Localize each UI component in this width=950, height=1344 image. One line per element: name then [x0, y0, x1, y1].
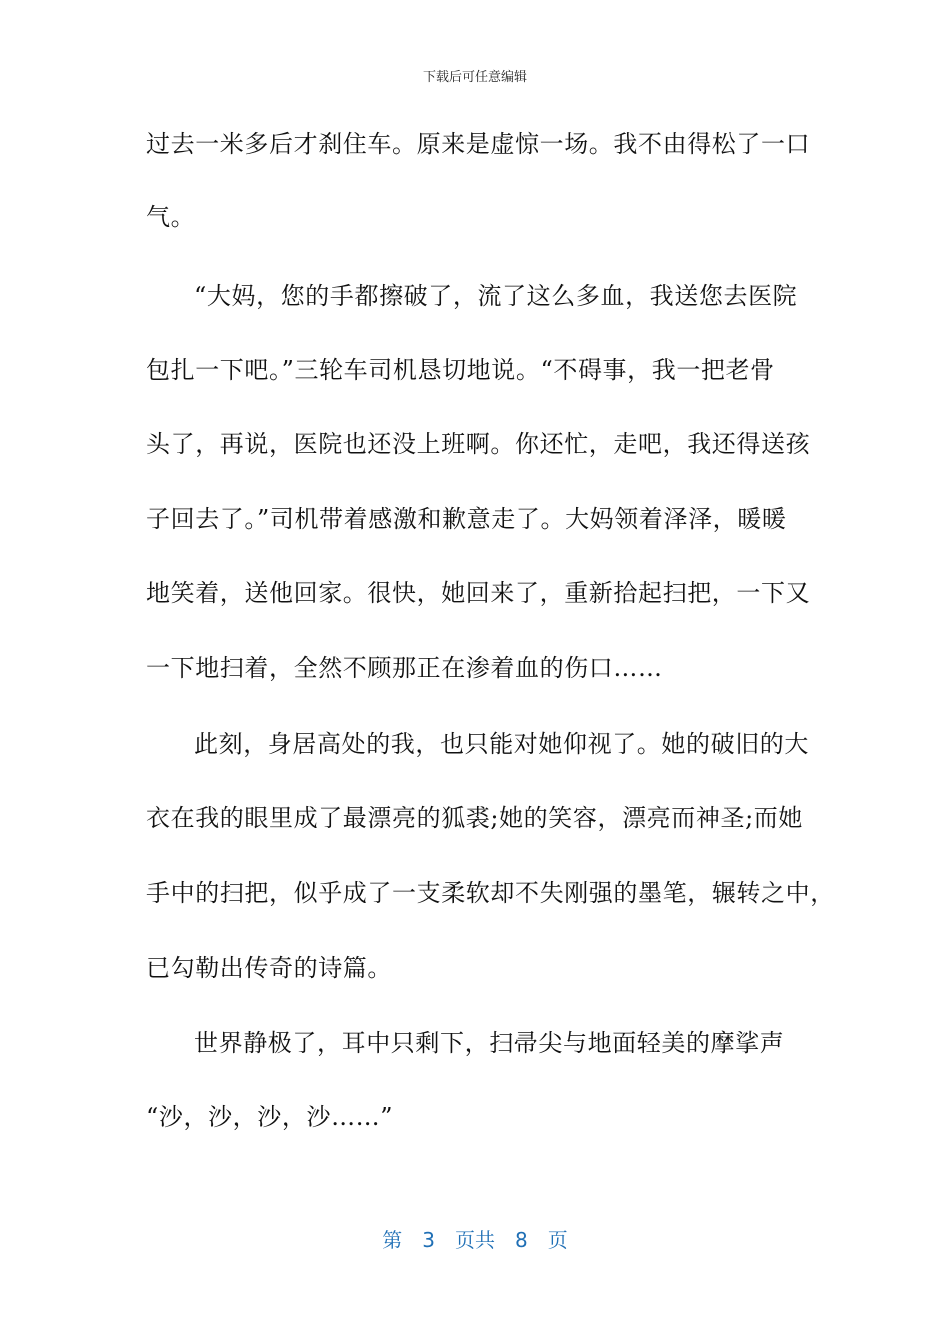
text-line: 一下地扫着，全然不顾那正在渗着血的伤口……: [146, 654, 663, 682]
page-prefix: 第: [382, 1228, 403, 1252]
page-current-number: 3: [422, 1228, 435, 1252]
text-line: 此刻，身居高处的我，也只能对她仰视了。她的破旧的大: [194, 730, 809, 758]
text-line: 衣在我的眼里成了最漂亮的狐裘;她的笑容，漂亮而神圣;而她: [146, 804, 803, 832]
page-header: 下载后可任意编辑: [422, 70, 527, 85]
text-line: “沙，沙，沙，沙……”: [146, 1103, 394, 1131]
page-footer: [0, 1224, 950, 1253]
text-line: 过去一米多后才刹住车。原来是虚惊一场。我不由得松了一口: [146, 130, 811, 158]
page-total-number: 8: [515, 1228, 528, 1252]
text-line: 已勾勒出传奇的诗篇。: [146, 954, 392, 982]
text-line: 包扎一下吧。”三轮车司机恳切地说。“不碍事，我一把老骨: [146, 356, 775, 384]
text-line: 子回去了。”司机带着感激和歉意走了。大妈领着泽泽，暖暖: [146, 505, 787, 533]
page-suffix: 页: [547, 1228, 568, 1252]
text-line: 世界静极了，耳中只剩下，扫帚尖与地面轻美的摩挲声: [194, 1029, 785, 1057]
text-line: 气。: [146, 203, 196, 231]
text-line: 手中的扫把，似乎成了一支柔软却不失刚强的墨笔，辗转之中，: [146, 879, 835, 907]
page-middle: 页共: [455, 1228, 495, 1252]
text-line: “大妈，您的手都擦破了，流了这么多血，我送您去医院: [194, 282, 798, 310]
text-line: 地笑着，送他回家。很快，她回来了，重新拾起扫把，一下又: [146, 579, 811, 607]
text-line: 头了，再说，医院也还没上班啊。你还忙，走吧，我还得送孩: [146, 430, 811, 458]
